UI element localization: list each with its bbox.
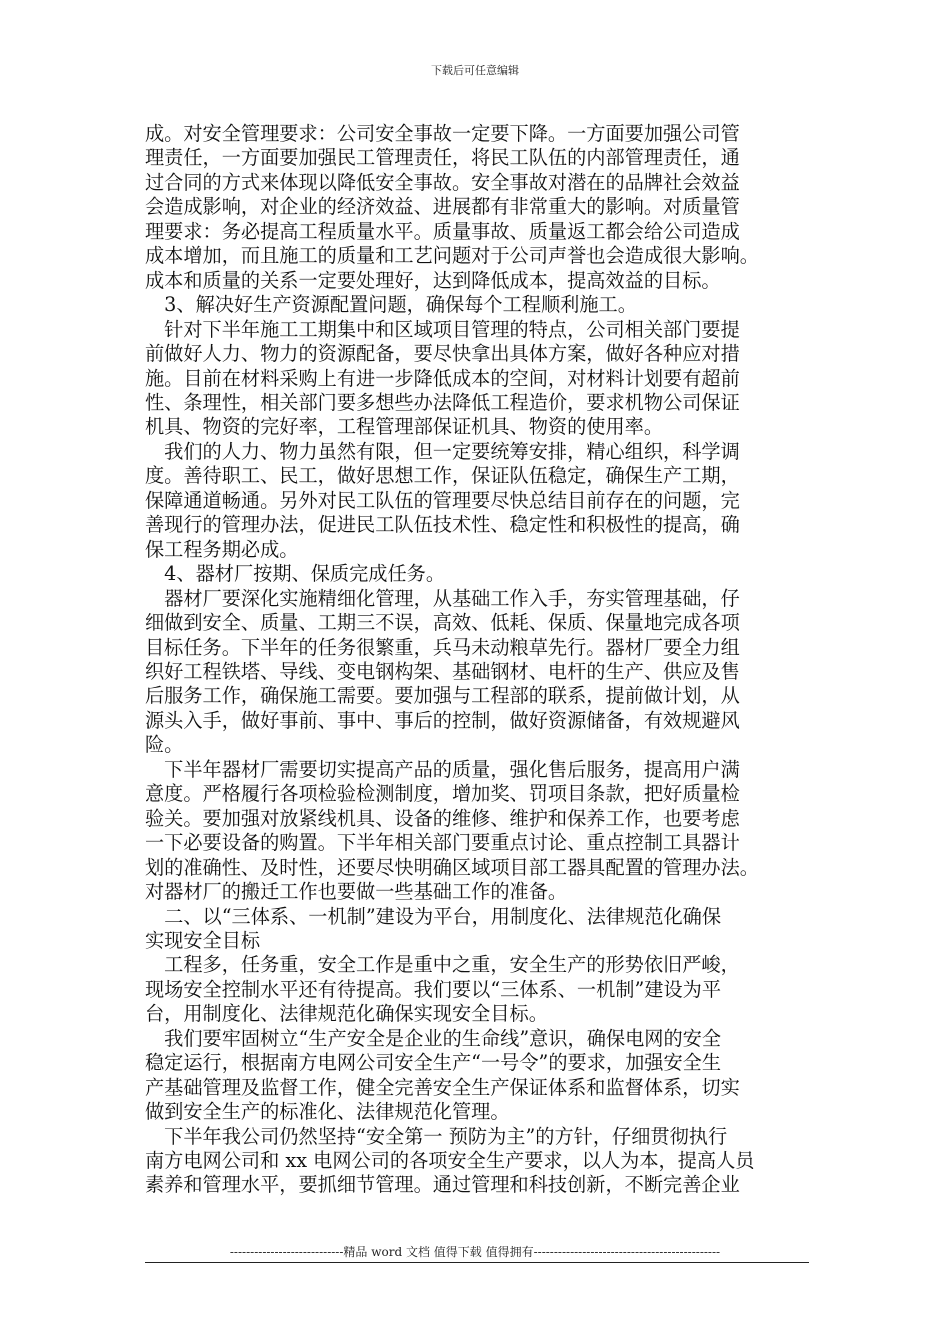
text-line: 度。善待职工、民工，做好思想工作，保证队伍稳定，确保生产工期， [145,464,740,488]
text-line: 下半年我公司仍然坚持“安全第一 预防为主”的方针，仔细贯彻执行 [145,1124,728,1148]
text-line: 稳定运行，根据南方电网公司安全生产“一号令”的要求，加强安全生 [145,1051,722,1075]
text-line: 对器材厂的搬迁工作也要做一些基础工作的准备。 [145,880,568,904]
text-line: 实现安全目标 [145,928,261,952]
text-line: 成本增加，而且施工的质量和工艺问题对于公司声誉也会造成很大影响。 [145,244,759,268]
text-line: 性、条理性，相关部门要多想些办法降低工程造价，要求机物公司保证 [145,390,740,414]
text-line: 源头入手，做好事前、事中、事后的控制，做好资源储备，有效规避风 [145,708,740,732]
text-line: 一下必要设备的购置。下半年相关部门要重点讨论、重点控制工具器计 [145,831,740,855]
text-line: 器材厂要深化实施精细化管理，从基础工作入手，夯实管理基础，仔 [145,586,740,610]
text-line: 验关。要加强对放紧线机具、设备的维修、维护和保养工作，也要考虑 [145,806,740,830]
text-line: 成本和质量的关系一定要处理好，达到降低成本，提高效益的目标。 [145,268,721,292]
text-line: 南方电网公司和 xx 电网公司的各项安全生产要求，以人为本，提高人员 [145,1149,755,1173]
text-line: 理责任，一方面要加强民工管理责任，将民工队伍的内部管理责任，通 [145,146,740,170]
text-line: 前做好人力、物力的资源配备，要尽快拿出具体方案，做好各种应对措 [145,342,740,366]
page-header: 下载后可任意编辑 [431,64,519,77]
text-line: 意度。严格履行各项检验检测制度，增加奖、罚项目条款，把好质量检 [145,782,740,806]
text-line: 施。目前在材料采购上有进一步降低成本的空间，对材料计划要有超前 [145,366,740,390]
text-line: 3、解决好生产资源配置问题，确保每个工程顺利施工。 [145,293,637,317]
text-line: 保障通道畅通。另外对民工队伍的管理要尽快总结目前存在的问题，完 [145,488,740,512]
text-line: 理要求：务必提高工程质量水平。质量事故、质量返工都会给公司造成 [145,219,740,243]
text-line: 险。 [145,733,184,757]
document-body [145,122,809,1198]
text-line: 工程多，任务重，安全工作是重中之重，安全生产的形势依旧严峻， [145,953,740,977]
text-line: 会造成影响，对企业的经济效益、进展都有非常重大的影响。对质量管 [145,195,740,219]
text-line: 下半年器材厂需要切实提高产品的质量，强化售后服务，提高用户满 [145,757,740,781]
text-line: 善现行的管理办法，促进民工队伍技术性、稳定性和积极性的提高，确 [145,513,740,537]
text-line: 划的准确性、及时性，还要尽快明确区域项目部工器具配置的管理办法。 [145,855,759,879]
text-line: 针对下半年施工工期集中和区域项目管理的特点，公司相关部门要提 [145,317,740,341]
text-line: 台，用制度化、法律规范化确保实现安全目标。 [145,1002,548,1026]
text-line: 产基础管理及监督工作，健全完善安全生产保证体系和监督体系，切实 [145,1075,740,1099]
text-line: 我们的人力、物力虽然有限，但一定要统筹安排，精心组织，科学调 [145,439,740,463]
text-line: 做到安全生产的标准化、法律规范化管理。 [145,1100,510,1124]
text-line: 素养和管理水平，要抓细节管理。通过管理和科技创新，不断完善企业 [145,1173,740,1197]
text-line: 二、以“三体系、一机制”建设为平台，用制度化、法律规范化确保 [145,904,722,928]
text-line: 我们要牢固树立“生产安全是企业的生命线”意识，确保电网的安全 [145,1026,722,1050]
text-line: 现场安全控制水平还有待提高。我们要以“三体系、一机制”建设为平 [145,977,722,1001]
text-line: 后服务工作，确保施工需要。要加强与工程部的联系，提前做计划，从 [145,684,740,708]
text-line: 目标任务。下半年的任务很繁重，兵马未动粮草先行。器材厂要全力组 [145,635,740,659]
text-line: 织好工程铁塔、导线、变电钢构架、基础钢材、电杆的生产、供应及售 [145,659,740,683]
text-line: 成。对安全管理要求：公司安全事故一定要下降。一方面要加强公司管 [145,122,740,145]
footer-divider [145,1262,809,1263]
text-line: 保工程务期必成。 [145,537,299,561]
text-line: 4、器材厂按期、保质完成任务。 [145,562,446,586]
text-line: 过合同的方式来体现以降低安全事故。安全事故对潜在的品牌社会效益 [145,170,740,194]
text-line: 机具、物资的完好率，工程管理部保证机具、物资的使用率。 [145,415,664,439]
text-line: 细做到安全、质量、工期三不误，高效、低耗、保质、保量地完成各项 [145,611,740,635]
page-footer: ----------------------------精品 word 文档 值得下载 值得拥有---------------------------------------------- [229,1245,721,1259]
